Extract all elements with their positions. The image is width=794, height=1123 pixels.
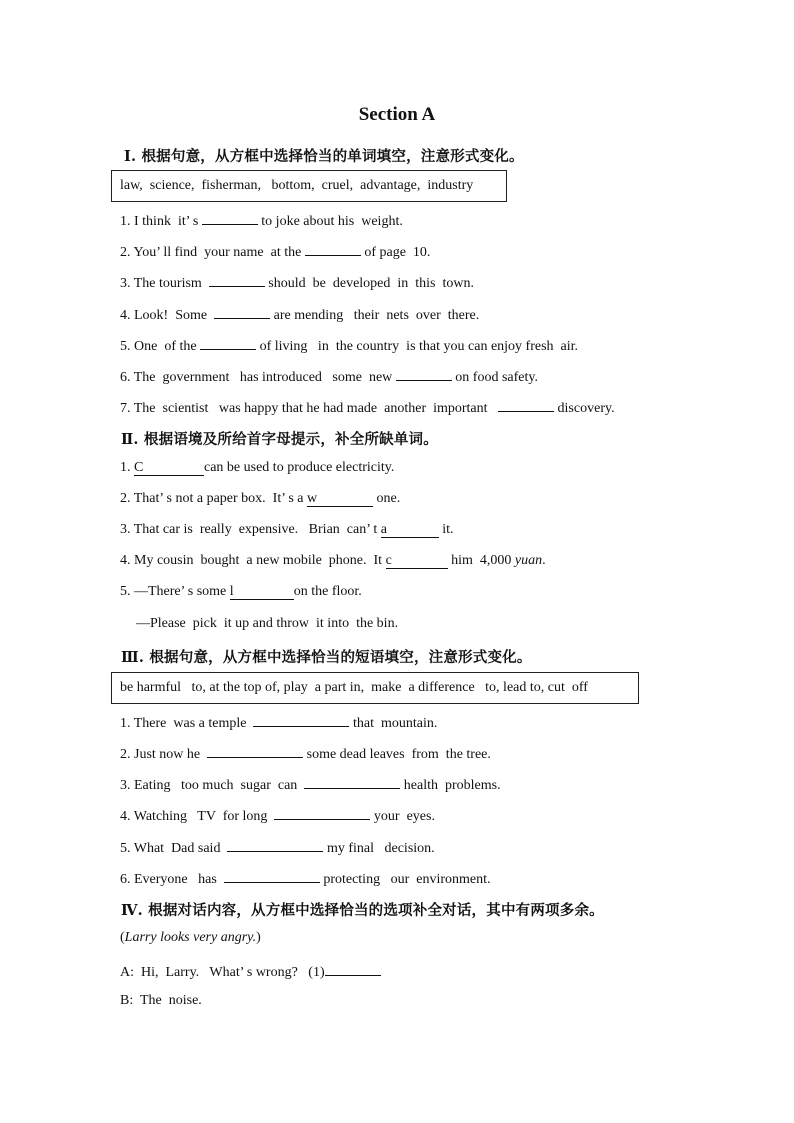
item-text: discovery. bbox=[554, 401, 615, 416]
item-text: some dead leaves from the tree. bbox=[303, 747, 491, 762]
answer-blank[interactable] bbox=[230, 585, 294, 600]
item-text: protecting our environment. bbox=[319, 872, 491, 887]
answer-blank[interactable] bbox=[200, 335, 256, 350]
item-text: 6. Everyone has bbox=[120, 872, 224, 887]
section-3-item-1 bbox=[120, 712, 437, 732]
section-2-item-5 bbox=[120, 584, 362, 600]
item-text: A: Hi, Larry. What’ s wrong? (1) bbox=[120, 965, 325, 980]
section-2-item-4 bbox=[120, 553, 546, 569]
answer-blank[interactable] bbox=[224, 868, 320, 883]
item-text: 4. My cousin bought a new mobile phone. It bbox=[120, 553, 386, 568]
item-text: your eyes. bbox=[370, 809, 435, 824]
item-text: one. bbox=[373, 491, 401, 506]
item-text: 3. The tourism bbox=[120, 276, 209, 291]
section-2-heading: Ⅱ. 根据语境及所给首字母提示，补全所缺单词。 bbox=[121, 431, 438, 448]
answer-blank[interactable] bbox=[253, 712, 349, 727]
answer-blank[interactable] bbox=[396, 366, 452, 381]
answer-blank[interactable] bbox=[227, 837, 323, 852]
item-text: 1. I think it’ s bbox=[120, 214, 202, 229]
item-text: 5. One of the bbox=[120, 339, 201, 354]
item-text: 2. Just now he bbox=[120, 747, 208, 762]
item-text: health problems. bbox=[400, 778, 501, 793]
section-3-item-6 bbox=[120, 868, 491, 888]
item-text: 2. You’ ll find your name at the bbox=[120, 245, 305, 260]
item-text: to joke about his weight. bbox=[257, 214, 403, 229]
section-1-item-3 bbox=[120, 272, 474, 292]
first-letter-hint: C bbox=[134, 460, 144, 475]
currency-word: yuan bbox=[514, 553, 543, 568]
section-2-item-5-reply: —Please pick it up and throw it into the bin. bbox=[136, 616, 399, 631]
section-1-item-7 bbox=[120, 397, 615, 417]
section-1-heading: Ⅰ. 根据句意，从方框中选择恰当的单词填空，注意形式变化。 bbox=[124, 148, 524, 165]
page-title: Section A bbox=[358, 104, 436, 125]
item-text: 5. What Dad said bbox=[120, 841, 228, 856]
section-1-item-5 bbox=[120, 335, 578, 355]
stage-direction bbox=[120, 930, 261, 946]
answer-blank[interactable] bbox=[209, 272, 265, 287]
section-2-item-3 bbox=[120, 522, 454, 538]
item-text: 6. The government has introduced some new bbox=[120, 370, 396, 385]
answer-blank[interactable] bbox=[386, 554, 448, 569]
item-text: of page 10. bbox=[360, 245, 431, 260]
answer-blank[interactable] bbox=[305, 241, 361, 256]
item-text: 1. There was a temple bbox=[120, 716, 254, 731]
section-1-item-6 bbox=[120, 366, 538, 386]
answer-blank[interactable] bbox=[214, 304, 270, 319]
section-3-item-4 bbox=[120, 805, 435, 825]
item-text: 2. That’ s not a paper box. It’ s a bbox=[120, 491, 308, 506]
answer-blank[interactable] bbox=[498, 397, 554, 412]
answer-blank[interactable] bbox=[134, 461, 204, 476]
section-3-heading: Ⅲ. 根据句意，从方框中选择恰当的短语填空，注意形式变化。 bbox=[121, 649, 532, 666]
section-2-item-2 bbox=[120, 491, 400, 507]
answer-blank[interactable] bbox=[304, 774, 400, 789]
section-1-item-2 bbox=[120, 241, 430, 261]
item-text: 5. —There’ s some bbox=[120, 584, 230, 599]
section-3-item-2 bbox=[120, 743, 491, 763]
item-text: 3. Eating too much sugar can bbox=[120, 778, 305, 793]
section-1-item-4 bbox=[120, 304, 479, 324]
section-3-item-5 bbox=[120, 837, 435, 857]
answer-blank[interactable] bbox=[202, 210, 258, 225]
item-text: 4. Watching TV for long bbox=[120, 809, 275, 824]
item-text: him 4,000 bbox=[447, 553, 515, 568]
item-text: are mending their nets over there. bbox=[270, 308, 480, 323]
first-letter-hint: c bbox=[385, 553, 392, 568]
item-text: 3. That car is really expensive. Brian can’ t bbox=[120, 522, 381, 537]
item-text: can be used to produce electricity. bbox=[204, 460, 395, 475]
item-text: of living in the country is that you can enjoy fresh air. bbox=[256, 339, 579, 354]
section-3-item-3 bbox=[120, 774, 501, 794]
stage-direction-text: Larry looks very angry. bbox=[124, 930, 257, 945]
answer-blank[interactable] bbox=[381, 523, 439, 538]
section-1-word-box: law, science, fisherman, bottom, cruel, advantage, industry bbox=[111, 170, 507, 202]
item-text: . bbox=[542, 553, 546, 568]
section-1-item-1 bbox=[120, 210, 403, 230]
item-text: that mountain. bbox=[349, 716, 438, 731]
answer-blank[interactable] bbox=[207, 743, 303, 758]
answer-blank[interactable] bbox=[274, 805, 370, 820]
answer-blank[interactable] bbox=[325, 961, 381, 976]
first-letter-hint: l bbox=[229, 584, 234, 599]
dialogue-line-b: B: The noise. bbox=[120, 993, 202, 1008]
item-text: 7. The scientist was happy that he had made another important bbox=[120, 401, 499, 416]
section-3-phrase-box: be harmful to, at the top of, play a part in, make a difference to, lead to, cut off bbox=[111, 672, 639, 704]
dialogue-line-a bbox=[120, 961, 381, 981]
item-text: ) bbox=[256, 930, 261, 945]
item-text: on the floor. bbox=[293, 584, 362, 599]
section-2-item-1 bbox=[120, 460, 394, 476]
item-text: my final decision. bbox=[323, 841, 435, 856]
item-text: ( bbox=[120, 930, 125, 945]
answer-blank[interactable] bbox=[307, 492, 373, 507]
item-text: it. bbox=[438, 522, 454, 537]
item-text: on food safety. bbox=[451, 370, 538, 385]
item-text: 4. Look! Some bbox=[120, 308, 215, 323]
item-text: should be developed in this town. bbox=[264, 276, 474, 291]
first-letter-hint: a bbox=[380, 522, 387, 537]
first-letter-hint: w bbox=[307, 491, 318, 506]
section-4-heading: Ⅳ. 根据对话内容，从方框中选择恰当的选项补全对话，其中有两项多余。 bbox=[121, 902, 604, 919]
item-text: 1. bbox=[120, 460, 134, 475]
